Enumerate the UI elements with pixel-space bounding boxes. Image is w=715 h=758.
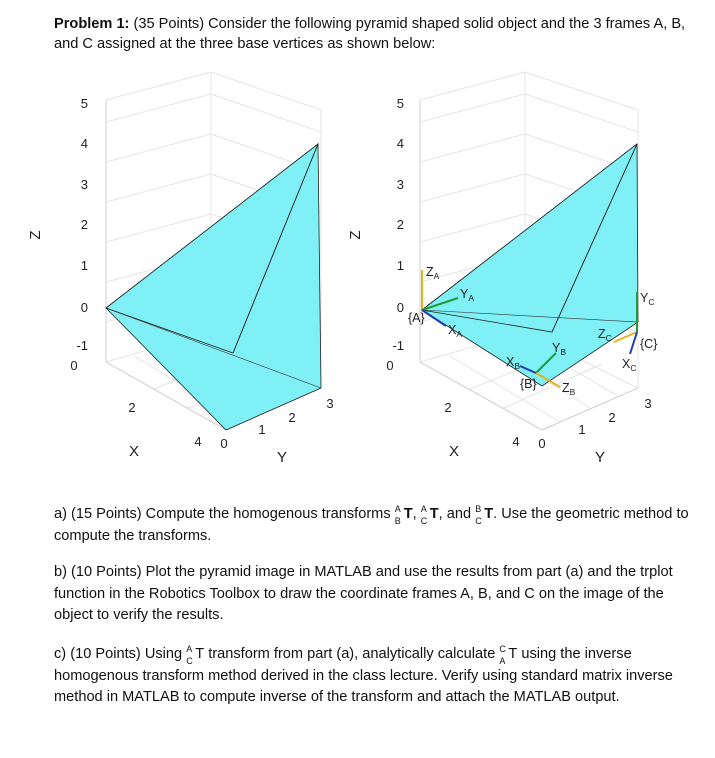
question-b-text: b) (10 Points) Plot the pyramid image in MATLAB and use the results from part (a) and the trplot function in the Robotics Toolbox to draw the coordinate frames A, B, and C on the image of the object to verify the results. [54,564,673,623]
x-tick: 4 [512,434,520,449]
pyramid-plot-left-svg [26,70,356,470]
separator: , and [438,506,472,522]
pyramid-plot-right [347,70,680,470]
z-tick: 3 [396,177,404,192]
y-axis-label: Y [276,449,288,466]
y-tick: 2 [608,410,616,425]
z-tick: -1 [392,338,404,353]
z-tick: 5 [80,96,88,111]
frame-b-z-label: $Z_B$ [562,381,576,397]
y-tick: 0 [538,436,546,451]
x-tick: 2 [444,400,452,415]
z-tick-labels [392,96,404,353]
frame-c-x-label: $X_C$ [622,357,637,373]
y-tick: 3 [644,396,652,411]
question-c-suffix: using the inverse homogenous transform method derived in the class lecture. Verify using standard matrix inverse method in MATLAB to compute inverse of the transform and attach the MATLAB output. [54,646,673,705]
x-tick: 0 [70,358,78,373]
pyramid-plot-left [26,70,356,470]
frame-c-y-label: $Y_C$ [640,291,655,307]
question-c-mid: transform from part (a), analytically calculate [208,646,496,662]
frame-b-name: {B} [520,377,537,391]
question-a-prefix: a) (15 Points) Compute the homogenous transforms [54,506,391,522]
y-tick: 2 [288,410,296,425]
frame-a-name: {A} [408,311,425,325]
z-tick: 2 [80,217,88,232]
z-tick: -1 [76,338,88,353]
y-tick: 3 [326,396,334,411]
z-tick: 3 [80,177,88,192]
frame-c-name: {C} [640,337,658,351]
y-tick: 0 [220,436,228,451]
x-axis-label: X [448,443,460,460]
transform-b-c: B C T [475,504,494,526]
z-axis-label: Z [347,230,364,240]
frame-b-x-label: $X_B$ [506,355,521,371]
y-tick-labels [538,396,651,451]
question-c [54,644,694,709]
transform-c-a: C A T [499,644,518,666]
frame-b-y-label: $Y_B$ [552,341,567,357]
x-tick-labels [386,358,519,449]
y-tick: 1 [258,422,266,437]
z-tick-labels [76,96,88,353]
pyramid-plot-right-svg [347,70,680,470]
z-tick: 2 [396,217,404,232]
question-b [54,562,694,627]
transform-a-c: A C T [186,644,205,666]
question-c-prefix: c) (10 Points) Using [54,646,183,662]
z-tick: 0 [396,300,404,315]
z-tick: 4 [396,136,404,151]
problem-statement [54,14,694,54]
transform-a-b: A B T [394,504,413,526]
question-a [54,504,694,547]
z-tick: 1 [396,258,404,273]
z-tick: 1 [80,258,88,273]
frame-a-z-label: $Z_A$ [426,265,440,281]
question-a-suffix: . Use the geometric method to compute the transforms. [54,506,689,544]
frame-a-y-label: $Y_A$ [460,287,475,303]
separator: , [412,506,417,522]
x-axis-label: X [128,443,140,460]
x-tick: 2 [128,400,136,415]
y-tick: 1 [578,422,586,437]
z-tick: 5 [396,96,404,111]
y-axis-label: Y [594,449,606,466]
transform-a-c: A C T [420,504,439,526]
problem-text: (35 Points) Consider the following pyramid shaped solid object and the 3 frames A, B, and C assigned at the three base vertices as shown below: [54,16,686,52]
z-tick: 4 [80,136,88,151]
x-tick: 4 [194,434,202,449]
frame-c-z-label: $Z_C$ [598,327,612,343]
problem-label: Problem 1: [54,16,130,32]
x-tick: 0 [386,358,394,373]
z-axis-label: Z [27,230,44,240]
z-tick: 0 [80,300,88,315]
frame-a-x-label: $X_A$ [448,323,463,339]
